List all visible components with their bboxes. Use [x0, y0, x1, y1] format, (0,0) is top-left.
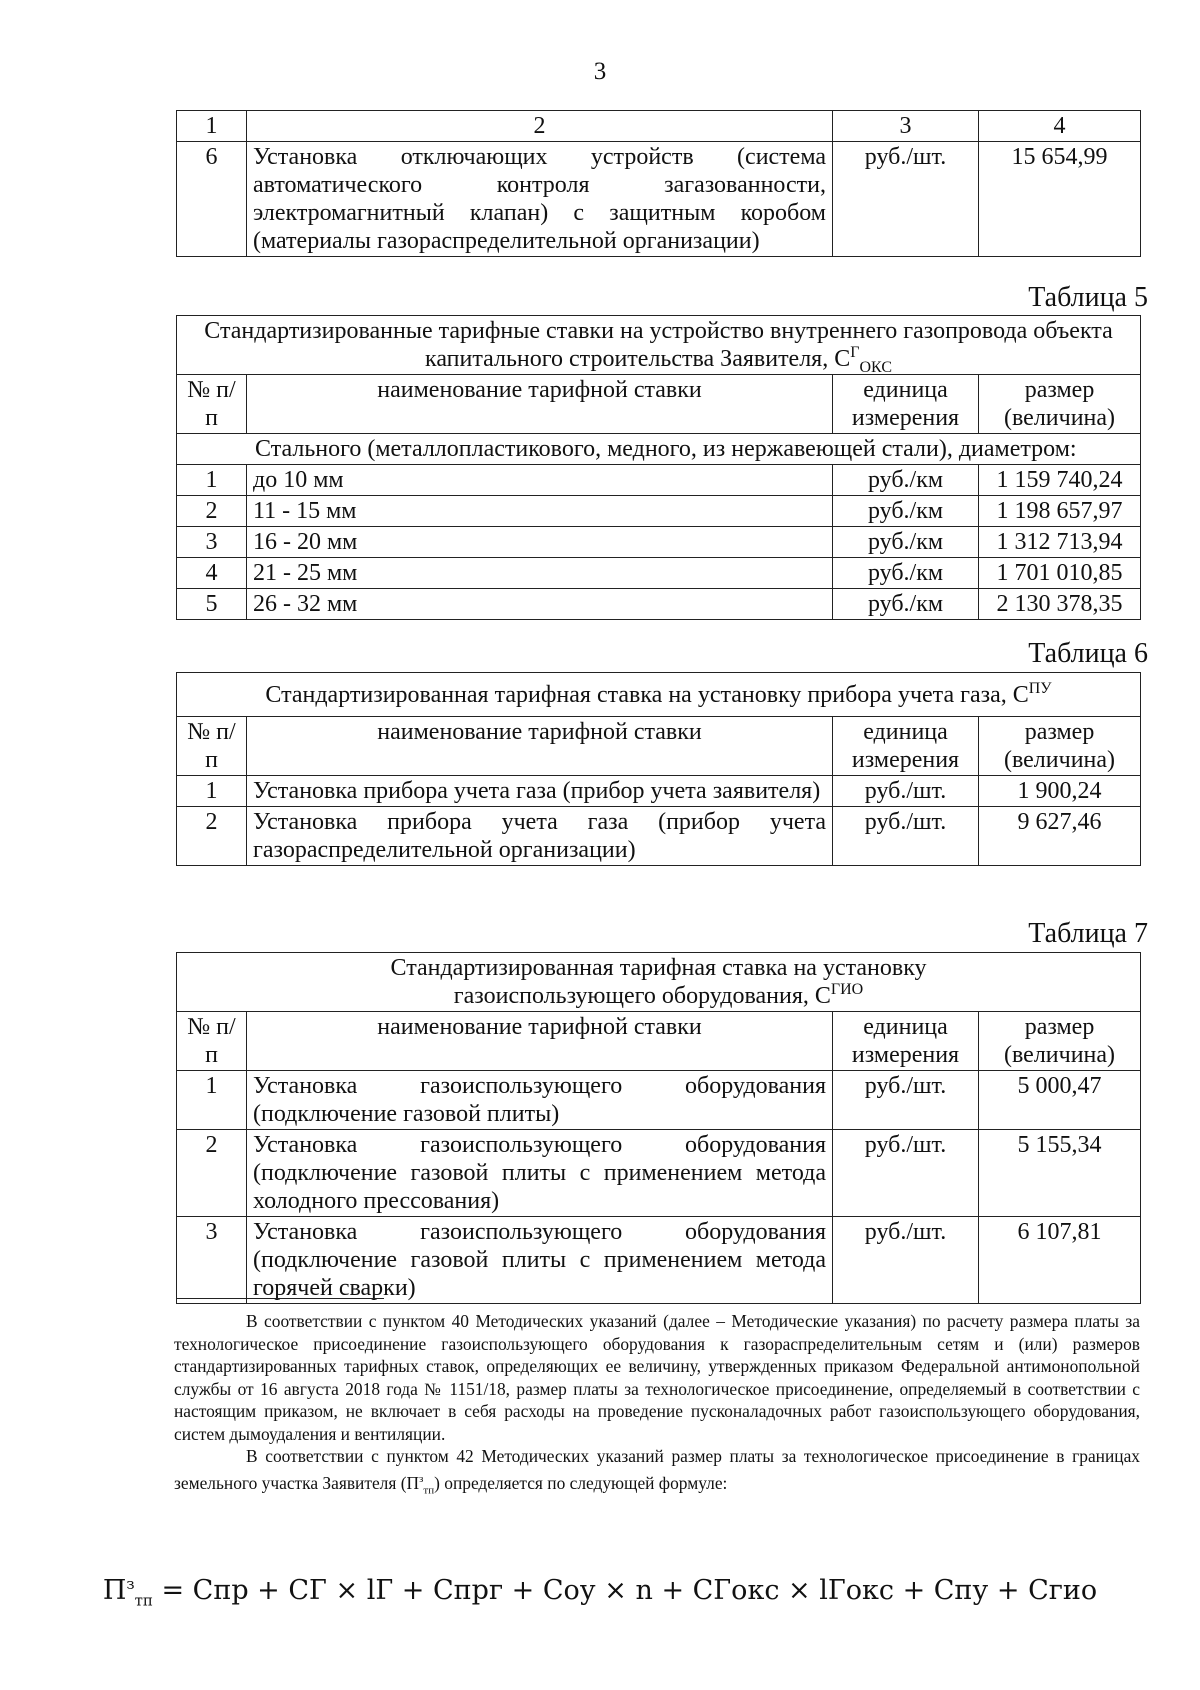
row-name: Установка газоиспользующего оборудования (подключение газовой плиты с применением метода горячей сварки) — [247, 1217, 833, 1304]
table6-caption: Таблица 6 — [1028, 638, 1148, 669]
row-unit: руб./км — [833, 589, 979, 620]
row-number: 6 — [177, 142, 247, 257]
col-index-1: 1 — [177, 111, 247, 142]
row-value: 2 130 378,35 — [979, 589, 1141, 620]
row-unit: руб./шт. — [833, 776, 979, 807]
row-number: 1 — [177, 776, 247, 807]
footnote-separator — [176, 1298, 384, 1299]
table-row — [177, 496, 1141, 527]
col-value-header: размер (величина) — [979, 375, 1141, 434]
row-number: 5 — [177, 589, 247, 620]
col-value-header: размер (величина) — [979, 1012, 1141, 1071]
row-value: 1 159 740,24 — [979, 465, 1141, 496]
formula — [0, 1575, 1200, 1609]
table5-title-row — [177, 316, 1141, 375]
row-number: 4 — [177, 558, 247, 589]
table7-title — [177, 953, 1141, 1012]
row-value: 5 000,47 — [979, 1071, 1141, 1130]
footnote-paragraph-2 — [174, 1445, 1140, 1501]
row-number: 1 — [177, 465, 247, 496]
row-value: 1 900,24 — [979, 776, 1141, 807]
col-unit-header: единица измерения — [833, 717, 979, 776]
row-unit: руб./шт. — [833, 1130, 979, 1217]
table-row — [177, 527, 1141, 558]
footnote-p2-sub: тп — [423, 1483, 435, 1496]
table5-section: Стального (металлопластикового, медного, из нержавеющей стали), диаметром: — [177, 434, 1141, 465]
table5-title-text: Стандартизированные тарифные ставки на устройство внутреннего газопровода объекта капитального строительства Заявителя, С — [204, 318, 1113, 372]
row-unit: руб./км — [833, 558, 979, 589]
footnote-paragraph-1: В соответствии с пунктом 40 Методических указаний (далее – Методические указания) по расчету размера платы за технологическое присоединение газоиспользующего оборудования к газораспределительным сетям и (или) размеров стандартизированных тарифных ставок, определяющих ее величину, утвержденных приказом Федеральной антимонопольной службы от 16 августа 2018 года № 1151/18, размер платы за технологическое присоединение, определяемый в соответствии с настоящим приказом, не включает в себя расходы на проведение пусконаладочных работ газоиспользующего оборудования, систем дымоудаления и вентиляции. — [174, 1311, 1140, 1444]
footnote-p2-start: В соответствии с пунктом 42 Методических указаний размер платы за технологическое присоединение в границах земельного участка Заявителя (П — [174, 1446, 1140, 1493]
row-number: 2 — [177, 1130, 247, 1217]
row-value: 1 701 010,85 — [979, 558, 1141, 589]
formula-lhs-sub: тп — [134, 1591, 153, 1610]
table-row — [177, 776, 1141, 807]
table7-header-row — [177, 1012, 1141, 1071]
formula-lhs: П — [102, 1575, 127, 1606]
table5-section-row — [177, 434, 1141, 465]
table-row — [177, 142, 1141, 257]
row-unit: руб./шт. — [833, 1071, 979, 1130]
row-value: 5 155,34 — [979, 1130, 1141, 1217]
row-name: Установка отключающих устройств (система автоматического контроля загазованности, электромагнитный клапан) с защитным коробом (материалы газораспределительной организации) — [247, 142, 833, 257]
table-row — [177, 589, 1141, 620]
row-name: Установка газоиспользующего оборудования (подключение газовой плиты с применением метода холодного прессования) — [247, 1130, 833, 1217]
table7-title-line2: газоиспользующего оборудования, С — [453, 983, 831, 1009]
table-row — [177, 807, 1141, 866]
row-value: 6 107,81 — [979, 1217, 1141, 1304]
table5-header-row — [177, 375, 1141, 434]
table7-title-sup: ГИО — [830, 981, 864, 998]
row-name: 16 - 20 мм — [247, 527, 833, 558]
row-name: Установка прибора учета газа (прибор учета заявителя) — [247, 776, 833, 807]
col-num-header: № п/п — [177, 717, 247, 776]
table6-title-row — [177, 673, 1141, 717]
row-unit: руб./км — [833, 496, 979, 527]
col-unit-header: единица измерения — [833, 1012, 979, 1071]
row-unit: руб./км — [833, 527, 979, 558]
row-unit: руб./шт. — [833, 1217, 979, 1304]
col-index-2: 2 — [247, 111, 833, 142]
page-number: 3 — [593, 58, 607, 85]
col-value-header: размер (величина) — [979, 717, 1141, 776]
row-number: 3 — [177, 1217, 247, 1304]
col-name-header: наименование тарифной ставки — [247, 1012, 833, 1071]
row-name: Установка газоиспользующего оборудования (подключение газовой плиты) — [247, 1071, 833, 1130]
row-number: 3 — [177, 527, 247, 558]
formula-lhs-sup: з — [126, 1575, 135, 1593]
table-row — [177, 1130, 1141, 1217]
row-number: 2 — [177, 807, 247, 866]
row-value: 9 627,46 — [979, 807, 1141, 866]
row-name: 26 - 32 мм — [247, 589, 833, 620]
row-value: 15 654,99 — [979, 142, 1141, 257]
row-number: 1 — [177, 1071, 247, 1130]
table-header-row — [177, 111, 1141, 142]
col-index-3: 3 — [833, 111, 979, 142]
table5-title-sup: Г — [850, 344, 860, 361]
table5 — [176, 315, 1141, 620]
row-unit: руб./шт. — [833, 807, 979, 866]
table6-title-text: Стандартизированная тарифная ставка на установку прибора учета газа, С — [265, 681, 1029, 708]
col-num-header: № п/п — [177, 1012, 247, 1071]
table6-title — [177, 673, 1141, 717]
table7-title-line1: Стандартизированная тарифная ставка на установку — [390, 955, 927, 981]
table5-title — [177, 316, 1141, 375]
table-continuation — [176, 110, 1141, 257]
row-value: 1 198 657,97 — [979, 496, 1141, 527]
footnote — [174, 1310, 1140, 1501]
row-number: 2 — [177, 496, 247, 527]
table-row — [177, 1071, 1141, 1130]
table-row — [177, 558, 1141, 589]
table-row — [177, 1217, 1141, 1304]
footnote-p2-sup: з — [419, 1472, 424, 1485]
row-value: 1 312 713,94 — [979, 527, 1141, 558]
table7-caption: Таблица 7 — [1028, 918, 1148, 949]
row-name: 11 - 15 мм — [247, 496, 833, 527]
row-name: Установка прибора учета газа (прибор учета газораспределительной организации) — [247, 807, 833, 866]
row-unit: руб./км — [833, 465, 979, 496]
table7-title-row — [177, 953, 1141, 1012]
row-unit: руб./шт. — [833, 142, 979, 257]
table6-header-row — [177, 717, 1141, 776]
table5-caption: Таблица 5 — [1028, 282, 1148, 313]
table7 — [176, 952, 1141, 1304]
table6-title-sup: ПУ — [1028, 679, 1052, 697]
footnote-p2-end: ) определяется по следующей формуле: — [434, 1472, 728, 1493]
col-index-4: 4 — [979, 111, 1141, 142]
col-unit-header: единица измерения — [833, 375, 979, 434]
table-row — [177, 465, 1141, 496]
row-name: до 10 мм — [247, 465, 833, 496]
col-num-header: № п/п — [177, 375, 247, 434]
col-name-header: наименование тарифной ставки — [247, 717, 833, 776]
row-name: 21 - 25 мм — [247, 558, 833, 589]
formula-rhs: = Спр + СГ × lГ + Спрг + Соу × n + СГокс × lГокс + Спу + Сгио — [161, 1575, 1098, 1606]
table5-title-sub: ОКС — [859, 358, 892, 376]
col-name-header: наименование тарифной ставки — [247, 375, 833, 434]
table6 — [176, 672, 1141, 866]
